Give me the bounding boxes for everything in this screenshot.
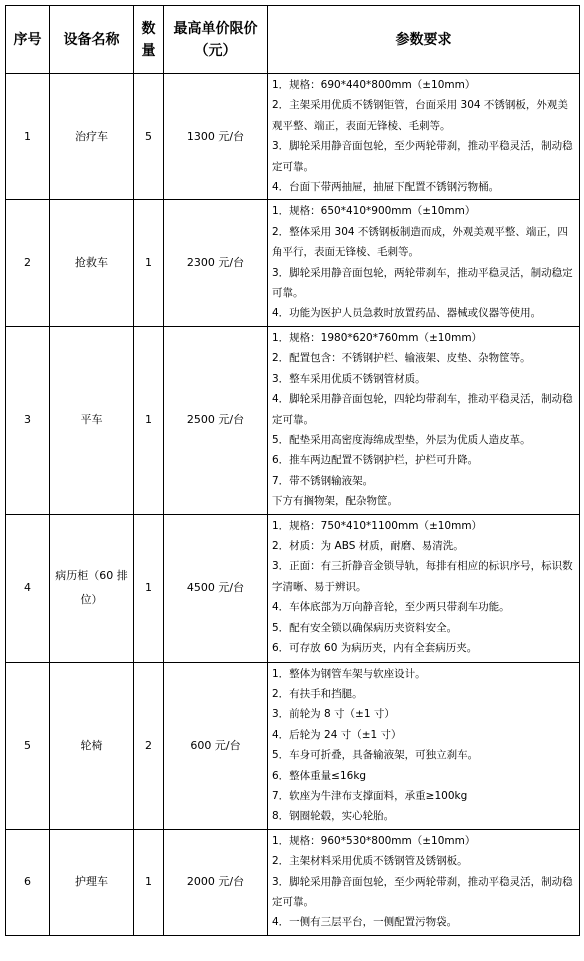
requirement-line: 7．软座为牛津布支撑面料，承重≥100kg (272, 789, 468, 802)
table-row (6, 514, 580, 662)
row-qty: 1 (134, 514, 164, 662)
requirement-line: 6．推车两边配置不锈钢护栏，护栏可升降。 (272, 454, 479, 467)
requirement-line: 3．前轮为 8 寸（±1 寸） (272, 708, 395, 721)
row-qty: 5 (134, 74, 164, 200)
row-requirements (268, 74, 580, 200)
row-name: 护理车 (50, 829, 134, 935)
requirement-line: 5．车身可折叠，具备输液架，可独立刹车。 (272, 749, 479, 762)
header-qty-line1: 数 (141, 20, 156, 37)
table-row (6, 829, 580, 935)
row-no: 6 (6, 829, 50, 935)
row-requirements (268, 326, 580, 514)
row-name: 治疗车 (50, 74, 134, 200)
table-row (6, 326, 580, 514)
requirement-line: 7．带不锈钢输液架。 (272, 474, 374, 487)
row-qty: 2 (134, 662, 164, 829)
requirement-line: 4．一侧有三层平台，一侧配置污物袋。 (272, 916, 458, 929)
requirement-line: 1．规格：750*410*1100mm（±10mm） (272, 519, 483, 532)
header-qty (134, 6, 164, 74)
header-price (164, 6, 268, 74)
row-price: 2500 元/台 (164, 326, 268, 514)
row-name: 平车 (50, 326, 134, 514)
row-name: 轮椅 (50, 662, 134, 829)
row-no: 3 (6, 326, 50, 514)
requirement-line: 2．整体采用 304 不锈钢板制造而成，外观美观平整、端正，四角平行，表面无锋棱、毛刺等。 (272, 225, 568, 259)
requirement-line: 2．配置包含：不锈钢护栏、输液架、皮垫、杂物筐等。 (272, 352, 531, 365)
row-no: 2 (6, 200, 50, 326)
header-price-line1: 最高单价限价 (173, 20, 258, 37)
requirement-line: 6．整体重量≤16kg (272, 769, 367, 782)
header-name: 设备名称 (50, 6, 134, 74)
requirement-line: 6．可存放 60 为病历夹，内有全套病历夹。 (272, 641, 478, 654)
row-qty: 1 (134, 829, 164, 935)
requirement-line: 3．脚轮采用静音面包轮，至少两轮带刹，推动平稳灵活，制动稳定可靠。 (272, 140, 573, 173)
table-body (6, 74, 580, 936)
requirement-line: 4．功能为医护人员急救时放置药品、器械或仪器等使用。 (272, 307, 542, 320)
row-requirements (268, 829, 580, 935)
requirement-line: 1．规格：1980*620*760mm（±10mm） (272, 331, 483, 344)
header-qty-line2: 量 (141, 42, 156, 59)
requirement-line: 3．脚轮采用静音面包轮，至少两轮带刹，推动平稳灵活，制动稳定可靠。 (272, 875, 573, 908)
requirement-line: 1．整体为钢管车架与软座设计。 (272, 667, 426, 680)
row-price: 4500 元/台 (164, 514, 268, 662)
header-price-line2: （元） (194, 42, 237, 59)
requirement-line: 2．主架材料采用优质不锈钢管及锈钢板。 (272, 855, 468, 868)
row-requirements (268, 200, 580, 326)
row-requirements (268, 514, 580, 662)
header-row (6, 6, 580, 74)
table-row (6, 662, 580, 829)
row-qty: 1 (134, 326, 164, 514)
requirement-line: 3．脚轮采用静音面包轮，两轮带刹车，推动平稳灵活，制动稳定可靠。 (272, 266, 573, 300)
requirement-line: 4．台面下带两抽屉，抽屉下配置不锈钢污物桶。 (272, 181, 500, 194)
requirement-line: 4．后轮为 24 寸（±1 寸） (272, 728, 402, 741)
requirement-line: 2．材质：为 ABS 材质，耐磨、易清洗。 (272, 539, 464, 552)
requirement-line: 8．钢圈轮毂，实心轮胎。 (272, 810, 395, 823)
row-no: 4 (6, 514, 50, 662)
table-row (6, 200, 580, 326)
row-name: 抢救车 (50, 200, 134, 326)
requirement-line: 4．车体底部为万向静音轮，至少两只带刹车功能。 (272, 601, 510, 614)
requirement-line: 1．规格：650*410*900mm（±10mm） (272, 205, 476, 218)
requirement-line: 2．主架采用优质不锈钢钜管，台面采用 304 不锈钢板，外观美观平整、端正，表面无锋棱、毛刺等。 (272, 99, 568, 132)
row-no: 5 (6, 662, 50, 829)
requirement-line: 3．正面：有三折静音金锁导轨，每排有相应的标识序号，标识数字清晰、易于辨识。 (272, 560, 573, 593)
row-price: 600 元/台 (164, 662, 268, 829)
row-requirements (268, 662, 580, 829)
requirement-line: 5．配有安全锁以确保病历夹资料安全。 (272, 621, 458, 634)
requirement-line: 下方有搁物架，配杂物筐。 (272, 495, 398, 508)
requirement-line: 5．配垫采用高密度海绵成型垫，外层为优质人造皮革。 (272, 433, 531, 446)
requirement-line: 2．有扶手和挡腿。 (272, 687, 363, 700)
equipment-table (5, 5, 580, 936)
row-price: 1300 元/台 (164, 74, 268, 200)
row-price: 2000 元/台 (164, 829, 268, 935)
requirement-line: 4．脚轮采用静音面包轮，四轮均带刹车，推动平稳灵活，制动稳定可靠。 (272, 393, 573, 426)
header-no: 序号 (6, 6, 50, 74)
header-requirements: 参数要求 (268, 6, 580, 74)
requirement-line: 3．整车采用优质不锈钢管材质。 (272, 372, 426, 385)
row-qty: 1 (134, 200, 164, 326)
requirement-line: 1．规格：960*530*800mm（±10mm） (272, 834, 476, 847)
requirement-line: 1．规格：690*440*800mm（±10mm） (272, 79, 476, 91)
row-name: 病历柜（60 排位） (50, 514, 134, 662)
row-no: 1 (6, 74, 50, 200)
row-price: 2300 元/台 (164, 200, 268, 326)
table-row (6, 74, 580, 200)
